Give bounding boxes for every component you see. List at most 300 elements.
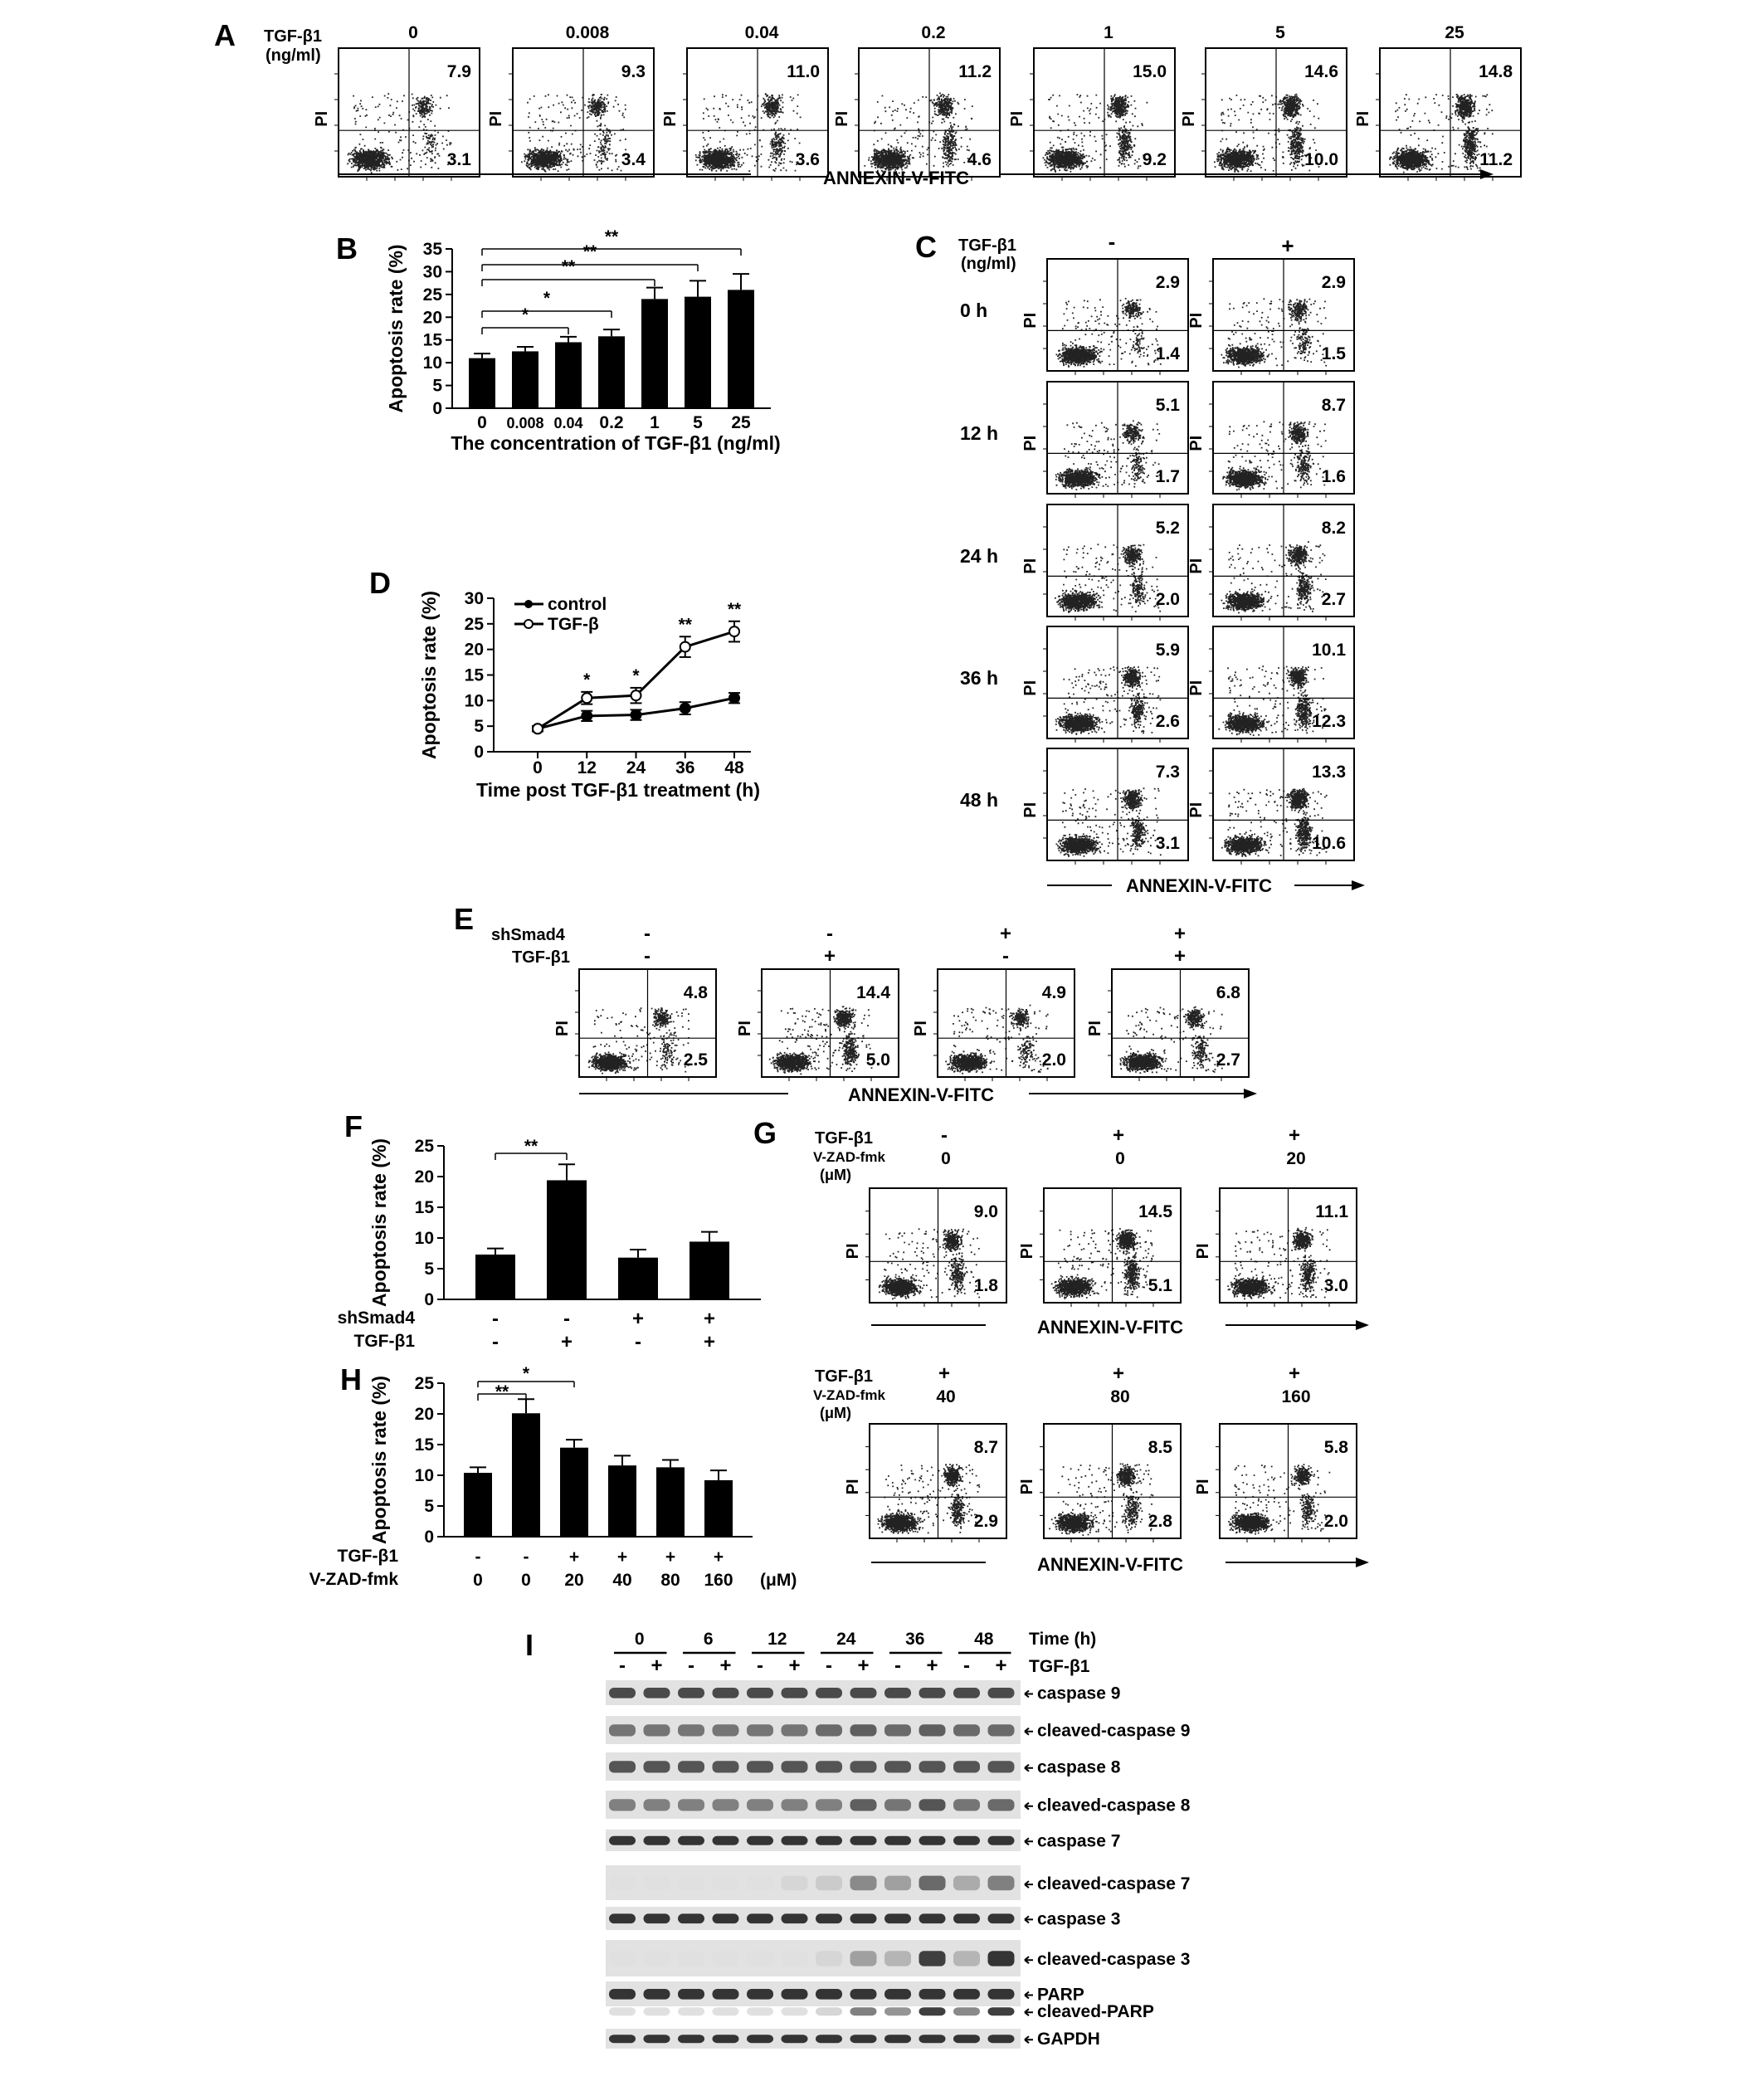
condition-value: 160 [704, 1571, 733, 1590]
condition-row-label: shSmad4 [337, 1309, 415, 1328]
blot-treatment-sign: + [719, 1655, 732, 1677]
blot-band [884, 2007, 911, 2015]
pi-axis-label: PI [1354, 110, 1372, 127]
panel-label-B: B [336, 231, 358, 266]
blot-band [919, 2007, 946, 2015]
blot-band [884, 1913, 911, 1923]
blot-band [919, 1951, 946, 1966]
upper-right-quadrant-value: 13.3 [1312, 763, 1346, 782]
y-tick-label: 0 [424, 1290, 434, 1309]
significance-star: ** [678, 615, 692, 635]
blot-treatment-sign: + [995, 1655, 1007, 1677]
blot-band [850, 1913, 877, 1923]
legend-marker-tgf [524, 620, 533, 628]
blot-label: cleaved-caspase 7 [1037, 1874, 1191, 1894]
panel-a-annexin-axis-label: ANNEXIN-V-FITC [823, 168, 969, 188]
blot-band [644, 1799, 670, 1811]
blot-band [816, 1836, 842, 1845]
panel-label-A: A [214, 18, 236, 52]
lower-right-quadrant-value: 3.1 [446, 150, 471, 169]
blot-band [816, 1688, 842, 1698]
upper-right-quadrant-value: 5.9 [1155, 641, 1180, 660]
upper-right-quadrant-value: 8.5 [1148, 1438, 1172, 1457]
bar [685, 297, 711, 408]
panel-F-bar-chart [338, 1137, 761, 1353]
panel-g-annexin-axis-label: ANNEXIN-V-FITC [1037, 1554, 1183, 1575]
blot-treatment-sign: + [651, 1655, 663, 1677]
pi-axis-label: PI [1008, 110, 1026, 127]
y-tick-label: 0 [474, 743, 484, 762]
blot-band [678, 2035, 704, 2043]
panel-e-tgf-sign: + [1173, 945, 1187, 967]
blot-band [609, 2035, 636, 2043]
panel-label-F: F [344, 1109, 363, 1143]
blot-band [678, 1761, 704, 1772]
blot-band [782, 1799, 808, 1811]
panel-c-plus-header: + [1281, 233, 1294, 258]
panel-g-tgf-sign: + [1288, 1124, 1301, 1147]
panel-a-flow-plot [661, 48, 828, 181]
significance-star: ** [524, 1137, 538, 1156]
panel-g-tgf-sign: + [1288, 1362, 1301, 1385]
condition-sign: - [492, 1308, 499, 1330]
condition-sign: + [703, 1308, 716, 1330]
upper-right-quadrant-value: 7.9 [446, 62, 471, 81]
blot-band [782, 1876, 808, 1891]
condition-value: 20 [564, 1571, 584, 1590]
lower-right-quadrant-value: 2.0 [1041, 1050, 1066, 1070]
panel-a-concentration-header: 0.008 [565, 23, 610, 42]
y-tick-label: 5 [424, 1260, 434, 1279]
blot-band [919, 1913, 946, 1923]
upper-right-quadrant-value: 10.1 [1312, 641, 1346, 660]
lower-right-quadrant-value: 1.4 [1155, 344, 1180, 363]
legend-marker-control [524, 600, 533, 608]
blot-treatment-sign: - [963, 1655, 970, 1677]
panel-c-time-label: 36 h [960, 667, 999, 689]
upper-right-quadrant-value: 8.7 [973, 1438, 998, 1457]
blot-arrow [1025, 1881, 1033, 1888]
blot-band [609, 1836, 636, 1845]
lower-right-quadrant-value: 10.6 [1312, 834, 1346, 853]
blot-arrow [1025, 2036, 1033, 2043]
blot-band [644, 1688, 670, 1698]
dose-unit: (μM) [760, 1571, 797, 1590]
panel-i-western-blot [606, 1630, 1191, 2049]
blot-band [816, 1724, 842, 1736]
blot-band [919, 1799, 946, 1811]
panel-D-line-chart [418, 589, 760, 801]
blot-band [678, 1989, 704, 2000]
upper-right-quadrant-value: 8.2 [1321, 519, 1346, 538]
panel-label-E: E [454, 902, 475, 936]
blot-band [609, 1989, 636, 2000]
panel-a-flow-plot [1180, 48, 1347, 181]
y-tick-label: 25 [414, 1374, 434, 1393]
blot-band [782, 1688, 808, 1698]
blot-band [678, 1913, 704, 1923]
blot-band [713, 2007, 739, 2015]
lower-right-quadrant-value: 3.1 [1155, 834, 1180, 853]
blot-band [609, 1761, 636, 1772]
panel-c-axis-arrowhead [1352, 880, 1365, 890]
lower-right-quadrant-value: 4.6 [967, 150, 992, 169]
panel-g-bottom-unit-label: (μM) [820, 1405, 851, 1421]
panel-a-flow-plot [487, 48, 654, 181]
lower-right-quadrant-value: 5.1 [1148, 1276, 1172, 1295]
pi-axis-label: PI [1187, 558, 1206, 574]
bar [555, 342, 582, 408]
blot-band [884, 1761, 911, 1772]
y-tick-label: 10 [414, 1229, 434, 1248]
blot-time-header: 48 [974, 1630, 994, 1649]
blot-band [953, 1688, 980, 1698]
condition-row-label: TGF-β1 [353, 1332, 415, 1351]
y-tick-label: 20 [464, 640, 484, 660]
panel-a-tgf-label: TGF-β1 [264, 27, 322, 46]
blot-band [850, 2007, 877, 2015]
lower-right-quadrant-value: 2.7 [1216, 1050, 1240, 1070]
x-tick-label: 0 [477, 413, 487, 432]
blot-treatment-label: TGF-β1 [1029, 1657, 1090, 1676]
lower-right-quadrant-value: 12.3 [1312, 712, 1346, 731]
blot-label: caspase 3 [1037, 1909, 1121, 1929]
condition-value: 0 [521, 1571, 531, 1590]
blot-band [678, 1836, 704, 1845]
panel-g-flow-plot [1018, 1424, 1181, 1542]
x-axis-title: The concentration of TGF-β1 (ng/ml) [451, 432, 781, 454]
blot-band [609, 1951, 636, 1966]
panel-e-annexin-axis-label: ANNEXIN-V-FITC [848, 1084, 994, 1105]
blot-band [953, 1761, 980, 1772]
blot-label: caspase 7 [1037, 1831, 1121, 1851]
panel-g-top-unit-label: (μM) [820, 1167, 851, 1183]
lower-right-quadrant-value: 9.2 [1142, 150, 1167, 169]
blot-band [816, 1799, 842, 1811]
blot-label: GAPDH [1037, 2030, 1100, 2049]
blot-band [609, 1913, 636, 1923]
blot-treatment-sign: + [857, 1655, 870, 1677]
blot-band [747, 1951, 773, 1966]
x-tick-label: 0 [533, 758, 543, 777]
upper-right-quadrant-value: 2.9 [1321, 273, 1346, 292]
lower-right-quadrant-value: 2.0 [1323, 1512, 1348, 1531]
blot-treatment-sign: - [688, 1655, 694, 1677]
blot-label: cleaved-caspase 3 [1037, 1950, 1191, 1970]
upper-right-quadrant-value: 8.7 [1321, 396, 1346, 415]
panel-e-flow-plot [553, 969, 716, 1081]
blot-band [713, 2035, 739, 2043]
blot-band [953, 1836, 980, 1845]
pi-axis-label: PI [833, 110, 851, 127]
panel-e-shsmad4-sign: + [999, 923, 1012, 945]
blot-band [850, 1761, 877, 1772]
blot-time-header: 6 [703, 1630, 714, 1649]
blot-time-header: 12 [767, 1630, 787, 1649]
bar [547, 1180, 587, 1299]
blot-band [850, 1876, 877, 1891]
condition-sign: - [635, 1331, 641, 1353]
panel-a-unit-label: (ng/ml) [266, 46, 321, 65]
blot-band [816, 1761, 842, 1772]
panel-g-flow-plot [844, 1424, 1006, 1542]
blot-band [988, 1836, 1015, 1845]
panel-c-flow-plot-tgf [1187, 626, 1354, 743]
panel-e-flow-plot [912, 969, 1074, 1081]
upper-right-quadrant-value: 4.9 [1041, 983, 1066, 1002]
panel-g-top-vzad-label: V-ZAD-fmk [813, 1149, 885, 1165]
blot-band [713, 1876, 739, 1891]
blot-band [713, 1761, 739, 1772]
panel-c-time-label: 48 h [960, 789, 999, 811]
blot-band [884, 1989, 911, 2000]
condition-sign: - [492, 1331, 499, 1353]
blot-band [644, 1951, 670, 1966]
panel-a-flow-plot [1008, 48, 1175, 181]
panel-g-bottom-tgf-label: TGF-β1 [815, 1367, 873, 1386]
blot-band [953, 2035, 980, 2043]
pi-axis-label: PI [1018, 1479, 1036, 1495]
blot-band [850, 1724, 877, 1736]
blot-band [816, 2007, 842, 2015]
panel-label-G: G [753, 1116, 777, 1150]
panel-g-tgf-sign: + [1112, 1362, 1125, 1385]
upper-right-quadrant-value: 5.8 [1323, 1438, 1348, 1457]
blot-band [953, 1876, 980, 1891]
blot-band [609, 1799, 636, 1811]
y-tick-label: 15 [464, 665, 484, 685]
bar [704, 1480, 733, 1537]
panel-a-concentration-header: 5 [1275, 23, 1285, 42]
blot-treatment-sign: + [788, 1655, 801, 1677]
y-axis-title: Apoptosis rate (%) [418, 590, 440, 760]
blot-band [747, 1836, 773, 1845]
blot-band [919, 1688, 946, 1698]
blot-band [782, 2035, 808, 2043]
bar [690, 1241, 729, 1299]
blot-band [884, 1724, 911, 1736]
panel-label-C: C [915, 230, 937, 264]
y-tick-label: 15 [414, 1198, 434, 1217]
bar [608, 1465, 636, 1537]
condition-value: 0 [473, 1571, 483, 1590]
blot-band [884, 1951, 911, 1966]
y-axis-title: Apoptosis rate (%) [385, 244, 407, 413]
blot-band [609, 2007, 636, 2015]
panel-g-bottom-vzad-label: V-ZAD-fmk [813, 1387, 885, 1403]
y-tick-label: 15 [422, 330, 442, 350]
tgf-point [533, 724, 543, 733]
panel-c-flow-plot-control [1021, 382, 1188, 498]
blot-band [919, 1761, 946, 1772]
blot-band [747, 2007, 773, 2015]
panel-c-time-label: 12 h [960, 422, 999, 444]
blot-band [644, 1761, 670, 1772]
y-tick-label: 5 [432, 376, 442, 396]
panel-B-bar-chart [385, 227, 781, 454]
blot-band [609, 1724, 636, 1736]
panel-label-H: H [340, 1362, 362, 1396]
panel-H-bar-chart [309, 1364, 797, 1590]
control-point [729, 693, 739, 703]
control-point [582, 711, 592, 721]
panel-g-tgf-sign: + [938, 1362, 951, 1385]
blot-band [988, 2035, 1015, 2043]
panel-c-time-label: 24 h [960, 545, 999, 567]
panel-c-time-label: 0 h [960, 300, 988, 321]
bar [469, 358, 495, 408]
blot-band [884, 1799, 911, 1811]
pi-axis-label: PI [1187, 680, 1206, 696]
panel-g-dose: 160 [1281, 1387, 1311, 1406]
panel-e-shsmad4-sign: - [644, 923, 651, 945]
blot-band [782, 1913, 808, 1923]
y-tick-label: 25 [422, 285, 442, 305]
blot-arrow [1025, 1691, 1033, 1698]
blot-band [988, 1913, 1015, 1923]
blot-band [713, 1799, 739, 1811]
blot-treatment-sign: - [757, 1655, 763, 1677]
blot-band [678, 1951, 704, 1966]
pi-axis-label: PI [1180, 110, 1198, 127]
blot-band [644, 1989, 670, 2000]
panel-a-concentration-header: 0.04 [744, 23, 779, 42]
x-tick-label: 25 [731, 413, 751, 432]
condition-sign: - [563, 1308, 570, 1330]
panel-g-annexin-axis-label: ANNEXIN-V-FITC [1037, 1317, 1183, 1338]
panel-g-flow-plot [1194, 1424, 1357, 1542]
blot-band [644, 2007, 670, 2015]
blot-band [953, 1799, 980, 1811]
blot-band [919, 1989, 946, 2000]
lower-right-quadrant-value: 1.6 [1321, 467, 1346, 486]
pi-axis-label: PI [1187, 312, 1206, 329]
condition-value: + [568, 1547, 580, 1567]
y-tick-label: 0 [432, 399, 442, 418]
panel-e-shsmad4-sign: - [826, 923, 833, 945]
lower-right-quadrant-value: 2.0 [1155, 590, 1180, 609]
blot-band [988, 1876, 1015, 1891]
blot-band [988, 1951, 1015, 1966]
significance-star: * [632, 665, 640, 685]
blot-arrow [1025, 1916, 1033, 1923]
panel-g-dose: 80 [1110, 1387, 1130, 1406]
blot-time-label: Time (h) [1029, 1630, 1097, 1649]
blot-arrow [1025, 1957, 1033, 1963]
blot-band [884, 1688, 911, 1698]
lower-right-quadrant-value: 1.7 [1155, 467, 1180, 486]
pi-axis-label: PI [912, 1021, 930, 1036]
blot-treatment-sign: - [826, 1655, 832, 1677]
blot-band [953, 1724, 980, 1736]
panel-label-D: D [369, 566, 391, 600]
condition-value: + [616, 1547, 628, 1567]
pi-axis-label: PI [553, 1021, 572, 1036]
tgf-point [729, 626, 739, 636]
blot-band [713, 1688, 739, 1698]
blot-band [953, 2007, 980, 2015]
tgf-point [631, 690, 641, 700]
panel-a-concentration-header: 0.2 [921, 23, 946, 42]
blot-band [609, 1688, 636, 1698]
significance-star: * [521, 305, 529, 324]
significance-star: ** [727, 599, 742, 619]
y-tick-label: 0 [424, 1528, 434, 1547]
panel-g-flow-plot [1018, 1188, 1181, 1307]
lower-right-quadrant-value: 3.0 [1323, 1276, 1348, 1295]
pi-axis-label: PI [736, 1021, 754, 1036]
panel-e-shsmad4-label: shSmad4 [491, 926, 565, 944]
condition-value: 40 [612, 1571, 632, 1590]
blot-label: caspase 9 [1037, 1684, 1121, 1703]
blot-band [850, 1951, 877, 1966]
upper-right-quadrant-value: 14.6 [1304, 62, 1338, 81]
blot-band [678, 1876, 704, 1891]
condition-value: + [713, 1547, 724, 1567]
x-tick-label: 1 [650, 413, 660, 432]
panel-c-flow-plot-tgf [1187, 504, 1354, 621]
panel-e-axis-arrowhead [1244, 1089, 1257, 1099]
x-tick-label: 0.2 [599, 413, 624, 432]
panel-c-annexin-axis-label: ANNEXIN-V-FITC [1126, 875, 1272, 896]
y-tick-label: 10 [414, 1466, 434, 1485]
blot-time-header: 36 [905, 1630, 925, 1649]
y-axis-title: Apoptosis rate (%) [368, 1375, 390, 1545]
tgf-point [680, 642, 690, 652]
panel-a-flow-plot [1354, 48, 1521, 181]
panel-c-flow-plot-control [1021, 259, 1188, 375]
blot-band [988, 1989, 1015, 2000]
tgf-point [582, 693, 592, 703]
upper-right-quadrant-value: 11.2 [958, 62, 992, 81]
pi-axis-label: PI [313, 110, 331, 127]
blot-band [850, 2035, 877, 2043]
significance-star: ** [582, 242, 597, 261]
panel-e-tgf-sign: + [823, 945, 836, 967]
blot-band [850, 1836, 877, 1845]
blot-band [713, 1913, 739, 1923]
blot-band [678, 1799, 704, 1811]
significance-star: * [583, 670, 591, 690]
blot-band [988, 1799, 1015, 1811]
panel-e-flow-plot [1086, 969, 1249, 1081]
blot-band [816, 1951, 842, 1966]
control-point [680, 704, 690, 714]
bar [728, 290, 754, 408]
pi-axis-label: PI [1194, 1479, 1212, 1495]
y-tick-label: 10 [422, 353, 442, 373]
pi-axis-label: PI [1021, 558, 1040, 574]
blot-arrow [1025, 2009, 1033, 2015]
lower-right-quadrant-value: 3.4 [621, 150, 646, 169]
upper-right-quadrant-value: 9.3 [621, 62, 646, 81]
condition-value: 80 [660, 1571, 680, 1590]
blot-band [850, 1989, 877, 2000]
blot-band [713, 1836, 739, 1845]
blot-band [644, 1724, 670, 1736]
blot-arrow [1025, 1728, 1033, 1735]
upper-right-quadrant-value: 2.9 [1155, 273, 1180, 292]
panel-a-concentration-header: 0 [408, 23, 418, 42]
panel-g-flow-plot [844, 1188, 1006, 1307]
significance-star: ** [495, 1382, 509, 1401]
blot-band [988, 2007, 1015, 2015]
pi-axis-label: PI [661, 110, 680, 127]
blot-band [953, 1951, 980, 1966]
y-tick-label: 15 [414, 1435, 434, 1455]
panel-label-I: I [525, 1628, 534, 1662]
pi-axis-label: PI [844, 1243, 862, 1260]
